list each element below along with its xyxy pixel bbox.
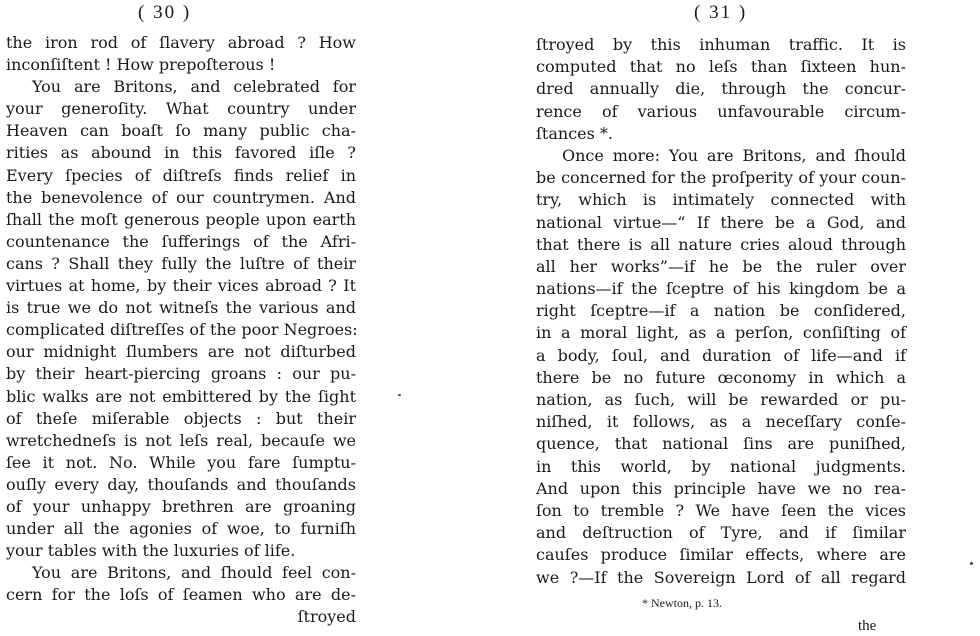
text-line: under all the agonies of woe, to furniſh: [6, 519, 356, 539]
text-line: your tables with the luxuries of life.: [6, 541, 296, 561]
text-line: national virtue—“ If there be a God, and: [536, 212, 906, 232]
text-line: your generoſity. What country under: [6, 99, 356, 119]
left-page: [0, 0, 470, 636]
text-line: computed that no leſs than ſixteen hun-: [536, 57, 906, 77]
text-line: wretchedneſs is not leſs real, becauſe we: [6, 430, 356, 450]
text-line: ouſly every day, thouſands and thouſands: [6, 474, 356, 494]
text-line: try, which is intimately connected with: [536, 190, 906, 210]
text-line: of your unhappy brethren are groaning: [6, 496, 356, 516]
text-line: cauſes produce ſimilar effects, where are: [536, 545, 906, 565]
print-speck: [398, 394, 401, 396]
page-number: ( 30 ): [138, 2, 192, 23]
page-number: ( 31 ): [694, 2, 748, 23]
text-line: all her works”—if he be the ruler over: [536, 256, 906, 276]
text-line: is true we do not witneſs the various and: [6, 298, 356, 318]
text-line: ſon to tremble ? We have ſeen the vices: [536, 500, 906, 520]
text-line: ſtroyed: [297, 607, 356, 627]
text-line: ſtances *.: [536, 123, 614, 143]
text-line: You are Britons, and ſhould feel con-: [32, 563, 356, 583]
text-line: of theſe miſerable objects : but their: [6, 408, 356, 428]
text-line: and deſtruction of Tyre, and if ſimilar: [536, 523, 906, 543]
text-line: there be no future œconomy in which a: [536, 367, 906, 387]
text-line: ſtroyed by this inhuman traffic. It is: [536, 35, 906, 54]
text-line: our midnight ſlumbers are not diſturbed: [6, 342, 356, 362]
text-line: rities as abound in this favored iſle ?: [6, 143, 356, 163]
text-line: a body, ſoul, and duration of life—and if: [536, 345, 906, 365]
text-line: inconſiſtent ! How prepoſterous !: [6, 55, 276, 75]
text-line: ſee it not. No. While you fare ſumptu-: [6, 452, 356, 472]
text-line: You are Britons, and celebrated for: [32, 77, 356, 97]
text-line: in a moral light, as a perſon, conſiſting of: [536, 323, 906, 343]
text-line: nations—if the ſceptre of his kingdom be a: [536, 279, 906, 299]
print-speck: [970, 562, 973, 565]
text-line: countenance the ſufferings of the Afri-: [6, 231, 356, 251]
page-text: [536, 34, 906, 589]
text-line: in this world, by national judgments.: [536, 456, 906, 476]
text-line: And upon this principle have we no rea-: [536, 478, 906, 498]
text-line: virtues at home, by their vices abroad ? It: [6, 276, 356, 296]
text-line: the iron rod of ſlavery abroad ? How: [6, 33, 356, 52]
text-line: the benevolence of our countrymen. And: [6, 187, 356, 207]
text-line: quence, that national ſins are puniſhed,: [536, 434, 906, 454]
catchword: the: [858, 618, 877, 634]
text-line: we ?—If the Sovereign Lord of all regard: [536, 567, 906, 587]
text-line: dred annually die, through the concur-: [536, 79, 906, 99]
text-line: rence of various unfavourable circum-: [536, 101, 906, 121]
text-line: niſhed, it follows, as a neceſſary conſe-: [536, 412, 906, 432]
text-line: blic walks are not embittered by the ſight: [6, 386, 356, 406]
text-line: nation, as ſuch, will be rewarded or pu-: [536, 390, 906, 409]
text-line: be concerned for the proſperity of your coun-: [536, 168, 906, 188]
text-line: ſhall the moſt generous people upon earth: [6, 209, 356, 229]
text-line: Once more: You are Britons, and ſhould: [562, 145, 906, 165]
text-line: by their heart-piercing groans : our pu-: [6, 364, 356, 384]
footnote: * Newton, p. 13.: [642, 596, 722, 610]
text-line: cans ? Shall they fully the luſtre of their: [6, 253, 356, 273]
right-page: [500, 0, 980, 636]
text-line: right ſceptre—if a nation be conſidered,: [536, 301, 906, 321]
text-line: complicated diſtreſſes of the poor Negroes:: [6, 320, 358, 340]
text-line: that there is all nature cries aloud through: [536, 234, 906, 254]
text-line: Heaven can boaſt ſo many public cha-: [6, 121, 356, 141]
text-line: Every ſpecies of diſtreſs finds relief in: [6, 165, 356, 185]
text-line: cern for the loſs of ſeamen who are de-: [6, 585, 356, 605]
page-text: [6, 32, 356, 629]
